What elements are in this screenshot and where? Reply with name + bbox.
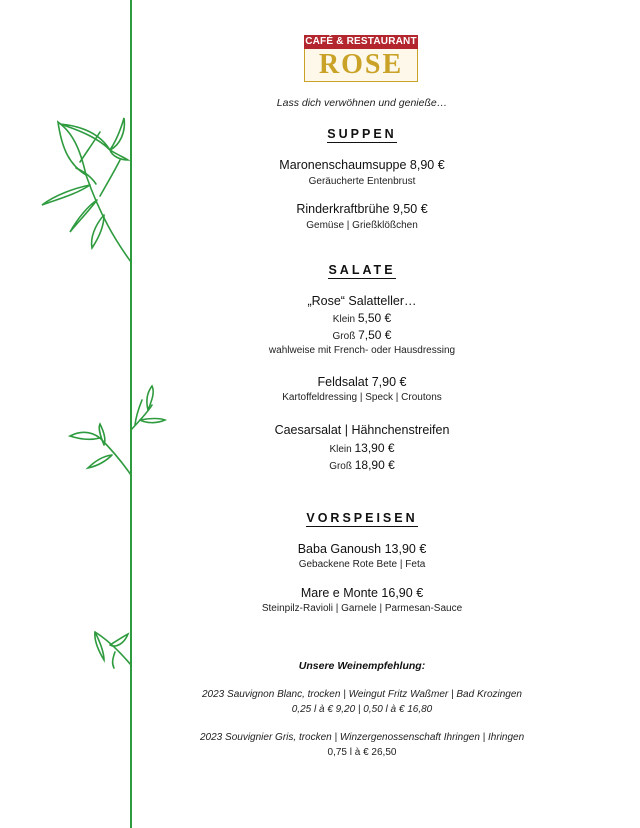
dish-name: Feldsalat 7,90 € — [317, 375, 407, 389]
dish-name: „Rose“ Salatteller… — [307, 294, 417, 308]
dish-name: Baba Ganoush 13,90 € — [297, 542, 427, 556]
dish-description: Geräucherte Entenbrust — [308, 176, 416, 187]
tagline: Lass dich verwöhnen und genieße… — [276, 97, 448, 109]
dish-description: Steinpilz-Ravioli | Garnele | Parmesan-Sauce — [261, 603, 463, 614]
dish-description: Kartoffeldressing | Speck | Croutons — [282, 392, 442, 403]
dish-name: Mare e Monte 16,90 € — [300, 586, 424, 600]
wine-heading: Unsere Weinempfehlung: — [298, 660, 426, 672]
restaurant-logo — [304, 35, 418, 82]
dish-name: Rinderkraftbrühe 9,50 € — [296, 202, 428, 216]
size-price-gross: Groß 18,90 € — [329, 458, 395, 472]
wine-title: 2023 Sauvignon Blanc, trocken | Weingut Fritz Waßmer | Bad Krozingen — [202, 689, 522, 700]
dish-name: Maronenschaumsuppe 8,90 € — [279, 158, 445, 172]
section-heading-vorspeisen: VORSPEISEN — [306, 511, 418, 525]
wine-prices: 0,75 l à € 26,50 — [327, 747, 397, 758]
size-price-gross: Groß 7,50 € — [332, 328, 392, 342]
size-price-klein: Klein 5,50 € — [332, 311, 392, 325]
logo-top-text: CAFÉ & RESTAURANT — [305, 36, 417, 47]
dish-description: Gebackene Rote Bete | Feta — [298, 559, 426, 570]
dish-name: Caesarsalat | Hähnchenstreifen — [274, 423, 450, 437]
logo-name: ROSE — [318, 49, 404, 80]
wine-prices: 0,25 l à € 9,20 | 0,50 l à € 16,80 — [291, 704, 433, 715]
vine-decoration — [0, 0, 180, 828]
dish-description: Gemüse | Grießklößchen — [306, 220, 418, 231]
size-price-klein: Klein 13,90 € — [329, 441, 395, 455]
section-heading-suppen: SUPPEN — [327, 127, 397, 141]
section-heading-salate: SALATE — [328, 263, 396, 277]
wine-title: 2023 Souvignier Gris, trocken | Winzergenossenschaft Ihringen | Ihringen — [200, 732, 525, 743]
dish-description: wahlweise mit French- oder Hausdressing — [268, 345, 456, 356]
